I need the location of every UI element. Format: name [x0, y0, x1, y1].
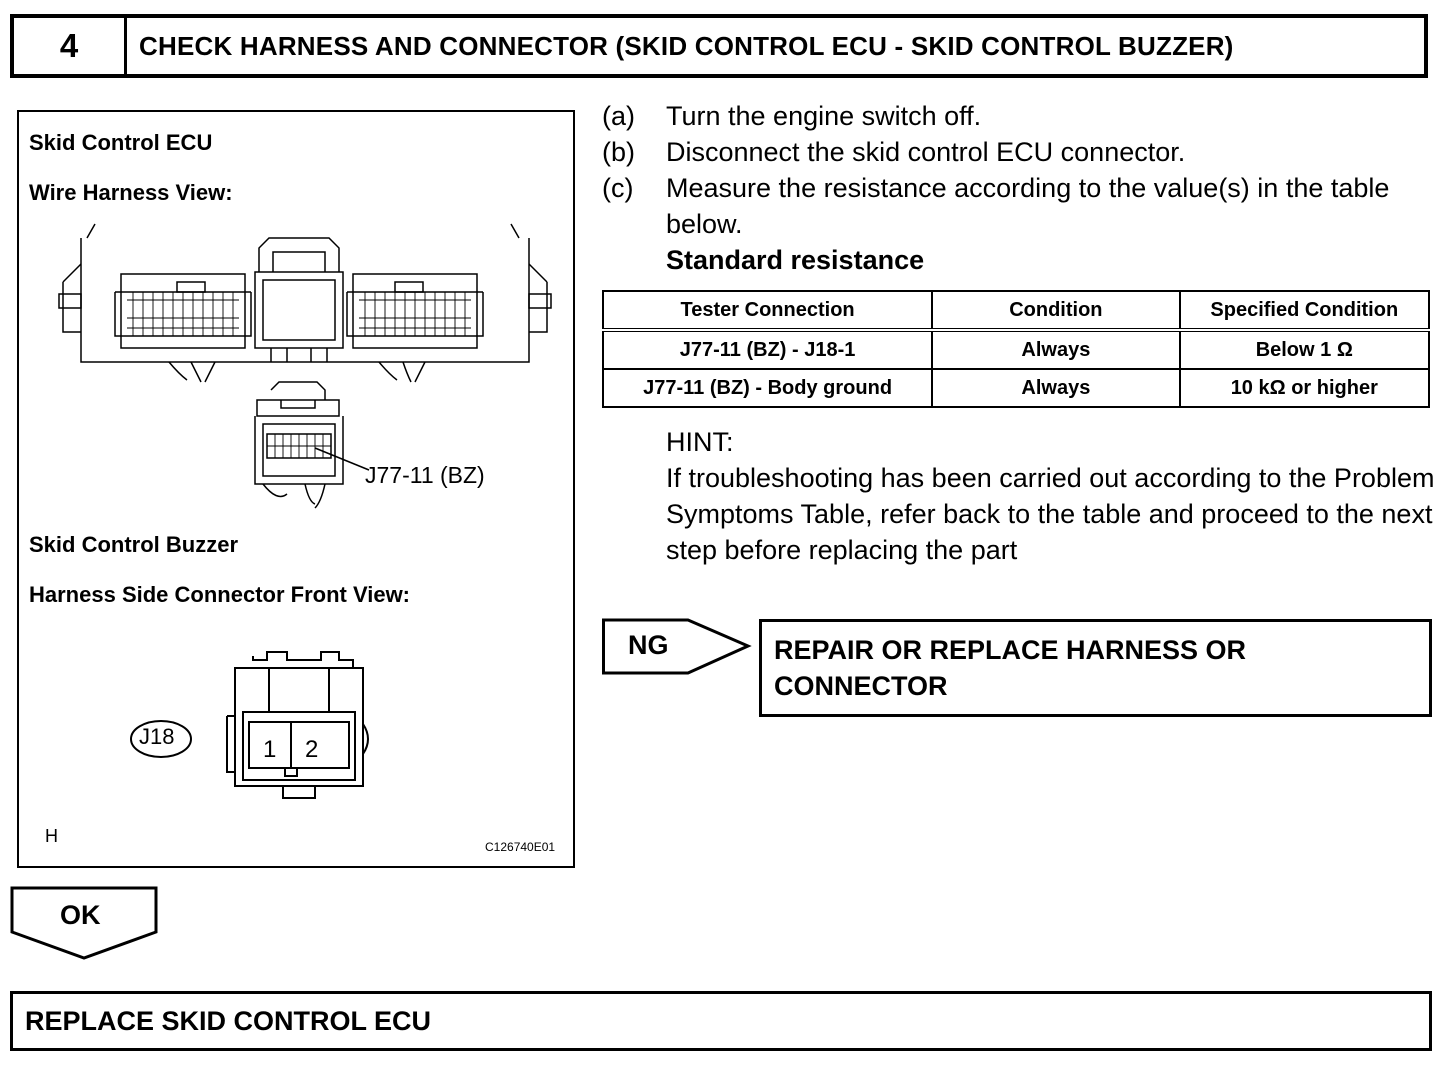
step-c — [602, 170, 1432, 242]
ecu-view-label: Wire Harness View: — [29, 180, 233, 205]
ng-action-box: REPAIR OR REPLACE HARNESS OR CONNECTOR — [759, 619, 1432, 717]
ng-label: NG — [628, 630, 669, 660]
table-row — [603, 330, 1429, 369]
table-cell: J77-11 (BZ) - J18-1 — [603, 330, 932, 369]
ecu-label: Skid Control ECU — [29, 130, 213, 155]
table-header: Tester Connection — [603, 291, 932, 330]
j18-pin-2: 2 — [305, 736, 319, 763]
step-text: Turn the engine switch off. — [666, 101, 982, 131]
table-cell: Always — [932, 369, 1179, 407]
ecu-latch — [259, 238, 339, 272]
step-number: 4 — [14, 18, 127, 74]
step-text: Measure the resistance according to the value(s) in the table below. — [666, 173, 1390, 239]
step-title: CHECK HARNESS AND CONNECTOR (SKID CONTROL ECU - SKID CONTROL BUZZER) — [139, 30, 1234, 61]
buzzer-view-label: Harness Side Connector Front View: — [29, 582, 411, 607]
ok-action-box: REPLACE SKID CONTROL ECU — [10, 991, 1432, 1051]
buzzer-label: Skid Control Buzzer — [29, 532, 239, 557]
step-letter: (c) — [602, 173, 634, 203]
table-header: Condition — [932, 291, 1179, 330]
table-cell: Always — [932, 330, 1179, 369]
hint-text: If troubleshooting has been carried out according to the Problem Symptoms Table, refer back to the table and proceed to the next step before replacing the part — [666, 463, 1435, 565]
table-row — [603, 369, 1429, 407]
step-b — [602, 134, 1432, 170]
table-cell: 10 kΩ or higher — [1180, 369, 1429, 407]
table-cell: Below 1 Ω — [1180, 330, 1429, 369]
j18-connector-id: J18 — [139, 724, 175, 749]
hint-block — [666, 424, 1436, 568]
step-a — [602, 98, 1432, 134]
step-letter: (b) — [602, 137, 635, 167]
j77-pin-callout: J77-11 (BZ) — [365, 462, 485, 488]
j18-pin-1: 1 — [263, 736, 277, 763]
figure-code: C126740E01 — [485, 840, 556, 854]
step-header — [10, 14, 1428, 78]
table-header: Specified Condition — [1180, 291, 1429, 330]
procedure-steps — [602, 98, 1432, 278]
figure-corner-letter: H — [45, 826, 58, 846]
hint-title: HINT: — [666, 427, 734, 457]
resistance-table — [602, 290, 1430, 408]
table-cell: J77-11 (BZ) - Body ground — [603, 369, 932, 407]
ok-label: OK — [60, 900, 101, 930]
step-letter: (a) — [602, 101, 635, 131]
connector-illustration — [17, 110, 575, 868]
table-header-row — [603, 291, 1429, 330]
step-text: Disconnect the skid control ECU connector. — [666, 137, 1186, 167]
connector-drawing — [19, 112, 577, 870]
standard-resistance-label: Standard resistance — [666, 245, 925, 275]
ng-arrow-icon — [602, 618, 752, 676]
